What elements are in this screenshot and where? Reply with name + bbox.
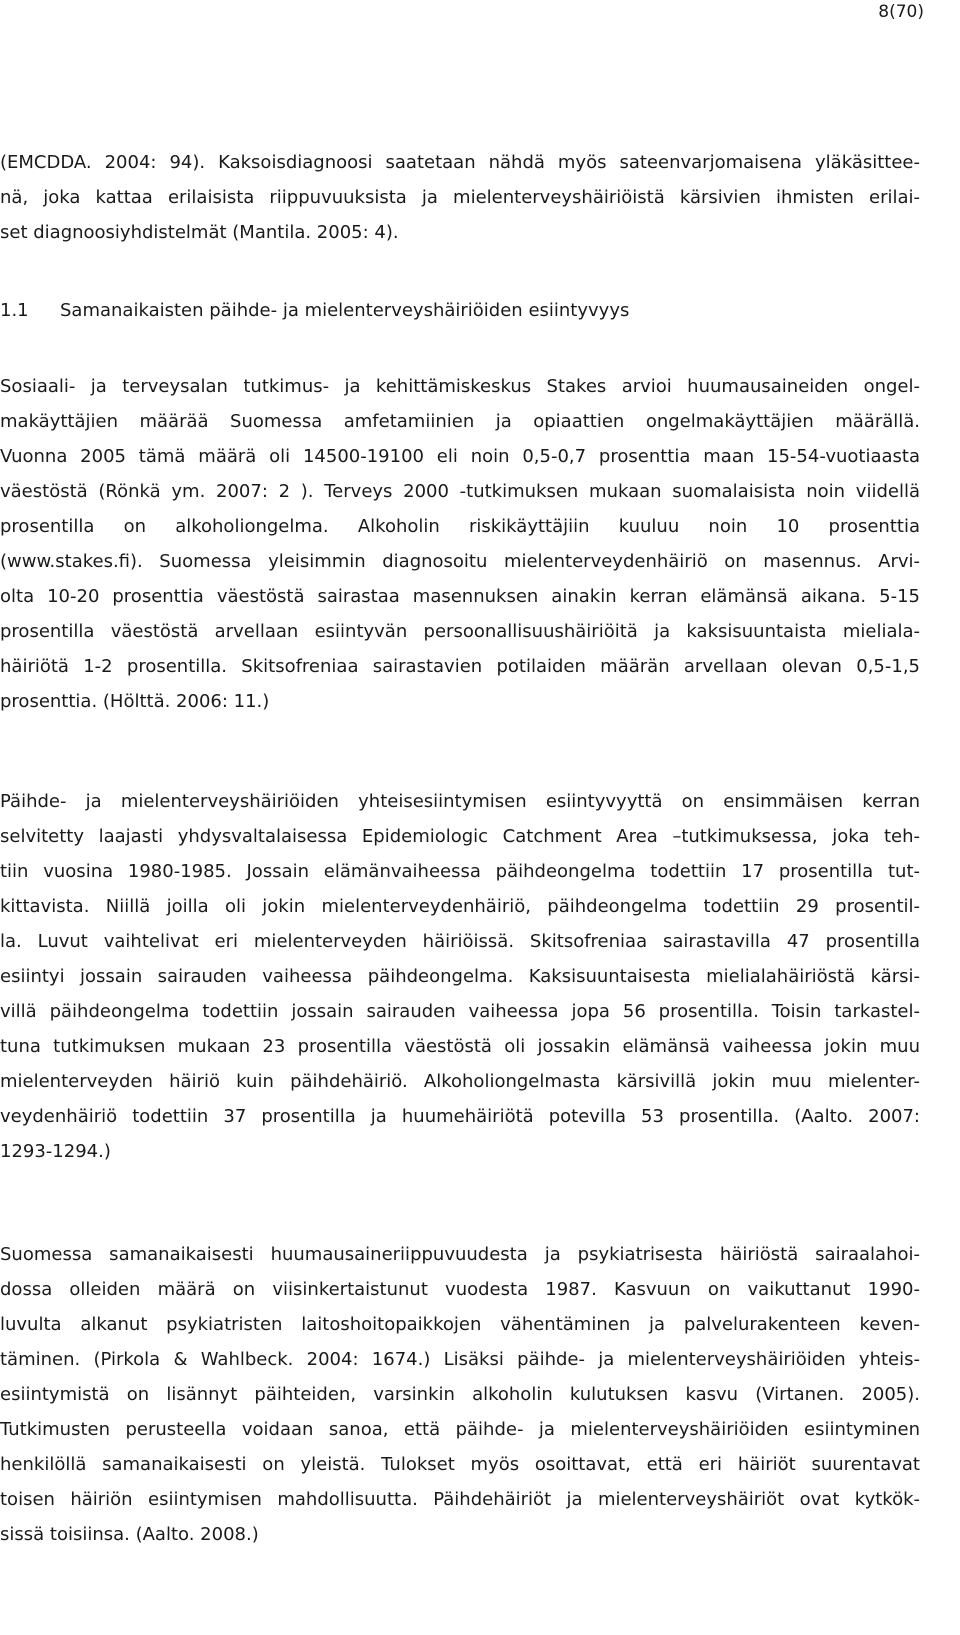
text-line: toisen häiriön esiintymisen mahdollisuutta. Päihdehäiriöt ja mielenterveyshäiriöt ovat kytkök- bbox=[0, 1489, 920, 1510]
text-line: esiintymistä on lisännyt päihteiden, varsinkin alkoholin kulutuksen kasvu (Virtanen. 2005). bbox=[0, 1384, 920, 1405]
text-line: Vuonna 2005 tämä määrä oli 14500-19100 eli noin 0,5-0,7 prosenttia maan 15-54-vuotiaasta bbox=[0, 446, 920, 467]
paragraph-comorbidity-study bbox=[0, 784, 920, 1169]
text-line: set diagnoosiyhdistelmät (Mantila. 2005: 4). bbox=[0, 222, 399, 243]
section-title: Samanaikaisten päihde- ja mielenterveyshäiriöiden esiintyvyys bbox=[60, 300, 630, 321]
text-line: väestöstä (Rönkä ym. 2007: 2 ). Terveys 2000 -tutkimuksen mukaan suomalaisista noin viidellä bbox=[0, 481, 920, 502]
text-line: selvitetty laajasti yhdysvaltalaisessa Epidemiologic Catchment Area –tutkimuksessa, joka teh- bbox=[0, 826, 920, 847]
text-line: la. Luvut vaihtelivat eri mielenterveyden häiriöissä. Skitsofreniaa sairastavilla 47 prosentilla bbox=[0, 931, 920, 952]
text-line: dossa olleiden määrä on viisinkertaistunut vuodesta 1987. Kasvuun on vaikuttanut 1990- bbox=[0, 1279, 920, 1300]
text-line: makäyttäjien määrää Suomessa amfetamiinien ja opiaattien ongelmakäyttäjien määrällä. bbox=[0, 411, 920, 432]
text-line: (EMCDDA. 2004: 94). Kaksoisdiagnoosi saatetaan nähdä myös sateenvarjomaisena yläkäsittee- bbox=[0, 152, 920, 173]
text-line: prosentilla väestöstä arvellaan esiintyvän persoonallisuushäiriöitä ja kaksisuuntaista mieliala- bbox=[0, 621, 920, 642]
paragraph-finland-trends bbox=[0, 1237, 920, 1552]
text-line: prosentilla on alkoholiongelma. Alkoholin riskikäyttäjiin kuuluu noin 10 prosenttia bbox=[0, 516, 920, 537]
text-line: häiriötä 1-2 prosentilla. Skitsofreniaa sairastavien potilaiden määrän arvellaan olevan 0,5-1,5 bbox=[0, 656, 920, 677]
text-line: villä päihdeongelma todettiin jossain sairauden vaiheessa jopa 56 prosentilla. Toisin tarkastel- bbox=[0, 1001, 920, 1022]
intro-paragraph bbox=[0, 145, 920, 250]
text-line: esiintyi jossain sairauden vaiheessa päihdeongelma. Kaksisuuntaisesta mielialahäiriöstä kärsi- bbox=[0, 966, 920, 987]
page-number: 8(70) bbox=[878, 2, 924, 22]
text-line: Päihde- ja mielenterveyshäiriöiden yhteisesiintymisen esiintyvyyttä on ensimmäisen kerran bbox=[0, 791, 920, 812]
section-number: 1.1 bbox=[0, 300, 29, 321]
text-line: kittavista. Niillä joilla oli jokin mielenterveydenhäiriö, päihdeongelma todettiin 29 prosentil- bbox=[0, 896, 920, 917]
section-heading bbox=[0, 293, 629, 328]
text-line: tuna tutkimuksen mukaan 23 prosentilla väestöstä oli jossakin elämänsä vaiheessa jokin muu bbox=[0, 1036, 920, 1057]
text-line: Suomessa samanaikaisesti huumausaineriippuvuudesta ja psykiatrisesta häiriöstä sairaalahoi- bbox=[0, 1244, 920, 1265]
text-line: henkilöllä samanaikaisesti on yleistä. Tulokset myös osoittavat, että eri häiriöt suurentavat bbox=[0, 1454, 920, 1475]
text-line: olta 10-20 prosenttia väestöstä sairastaa masennuksen ainakin kerran elämänsä aikana. 5-15 bbox=[0, 586, 920, 607]
text-line: 1293-1294.) bbox=[0, 1141, 111, 1162]
paragraph-prevalence bbox=[0, 369, 920, 719]
text-line: prosenttia. (Hölttä. 2006: 11.) bbox=[0, 691, 270, 712]
text-line: (www.stakes.fi). Suomessa yleisimmin diagnosoitu mielenterveydenhäiriö on masennus. Arvi- bbox=[0, 551, 920, 572]
text-line: mielenterveyden häiriö kuin päihdehäiriö. Alkoholiongelmasta kärsivillä jokin muu mielenter- bbox=[0, 1071, 920, 1092]
text-line: veydenhäiriö todettiin 37 prosentilla ja huumehäiriötä potevilla 53 prosentilla. (Aalto. 2007: bbox=[0, 1106, 920, 1127]
text-line: Tutkimusten perusteella voidaan sanoa, että päihde- ja mielenterveyshäiriöiden esiintyminen bbox=[0, 1419, 920, 1440]
text-line: Sosiaali- ja terveysalan tutkimus- ja kehittämiskeskus Stakes arvioi huumausaineiden ongel- bbox=[0, 376, 920, 397]
text-line: nä, joka kattaa erilaisista riippuvuuksista ja mielenterveyshäiriöistä kärsivien ihmisten erilai- bbox=[0, 187, 920, 208]
text-line: täminen. (Pirkola & Wahlbeck. 2004: 1674.) Lisäksi päihde- ja mielenterveyshäiriöiden yhteis- bbox=[0, 1349, 920, 1370]
text-line: luvulta alkanut psykiatristen laitoshoitopaikkojen vähentäminen ja palvelurakenteen keven- bbox=[0, 1314, 920, 1335]
text-line: tiin vuosina 1980-1985. Jossain elämänvaiheessa päihdeongelma todettiin 17 prosentilla tut- bbox=[0, 861, 920, 882]
text-line: sissä toisiinsa. (Aalto. 2008.) bbox=[0, 1524, 259, 1545]
